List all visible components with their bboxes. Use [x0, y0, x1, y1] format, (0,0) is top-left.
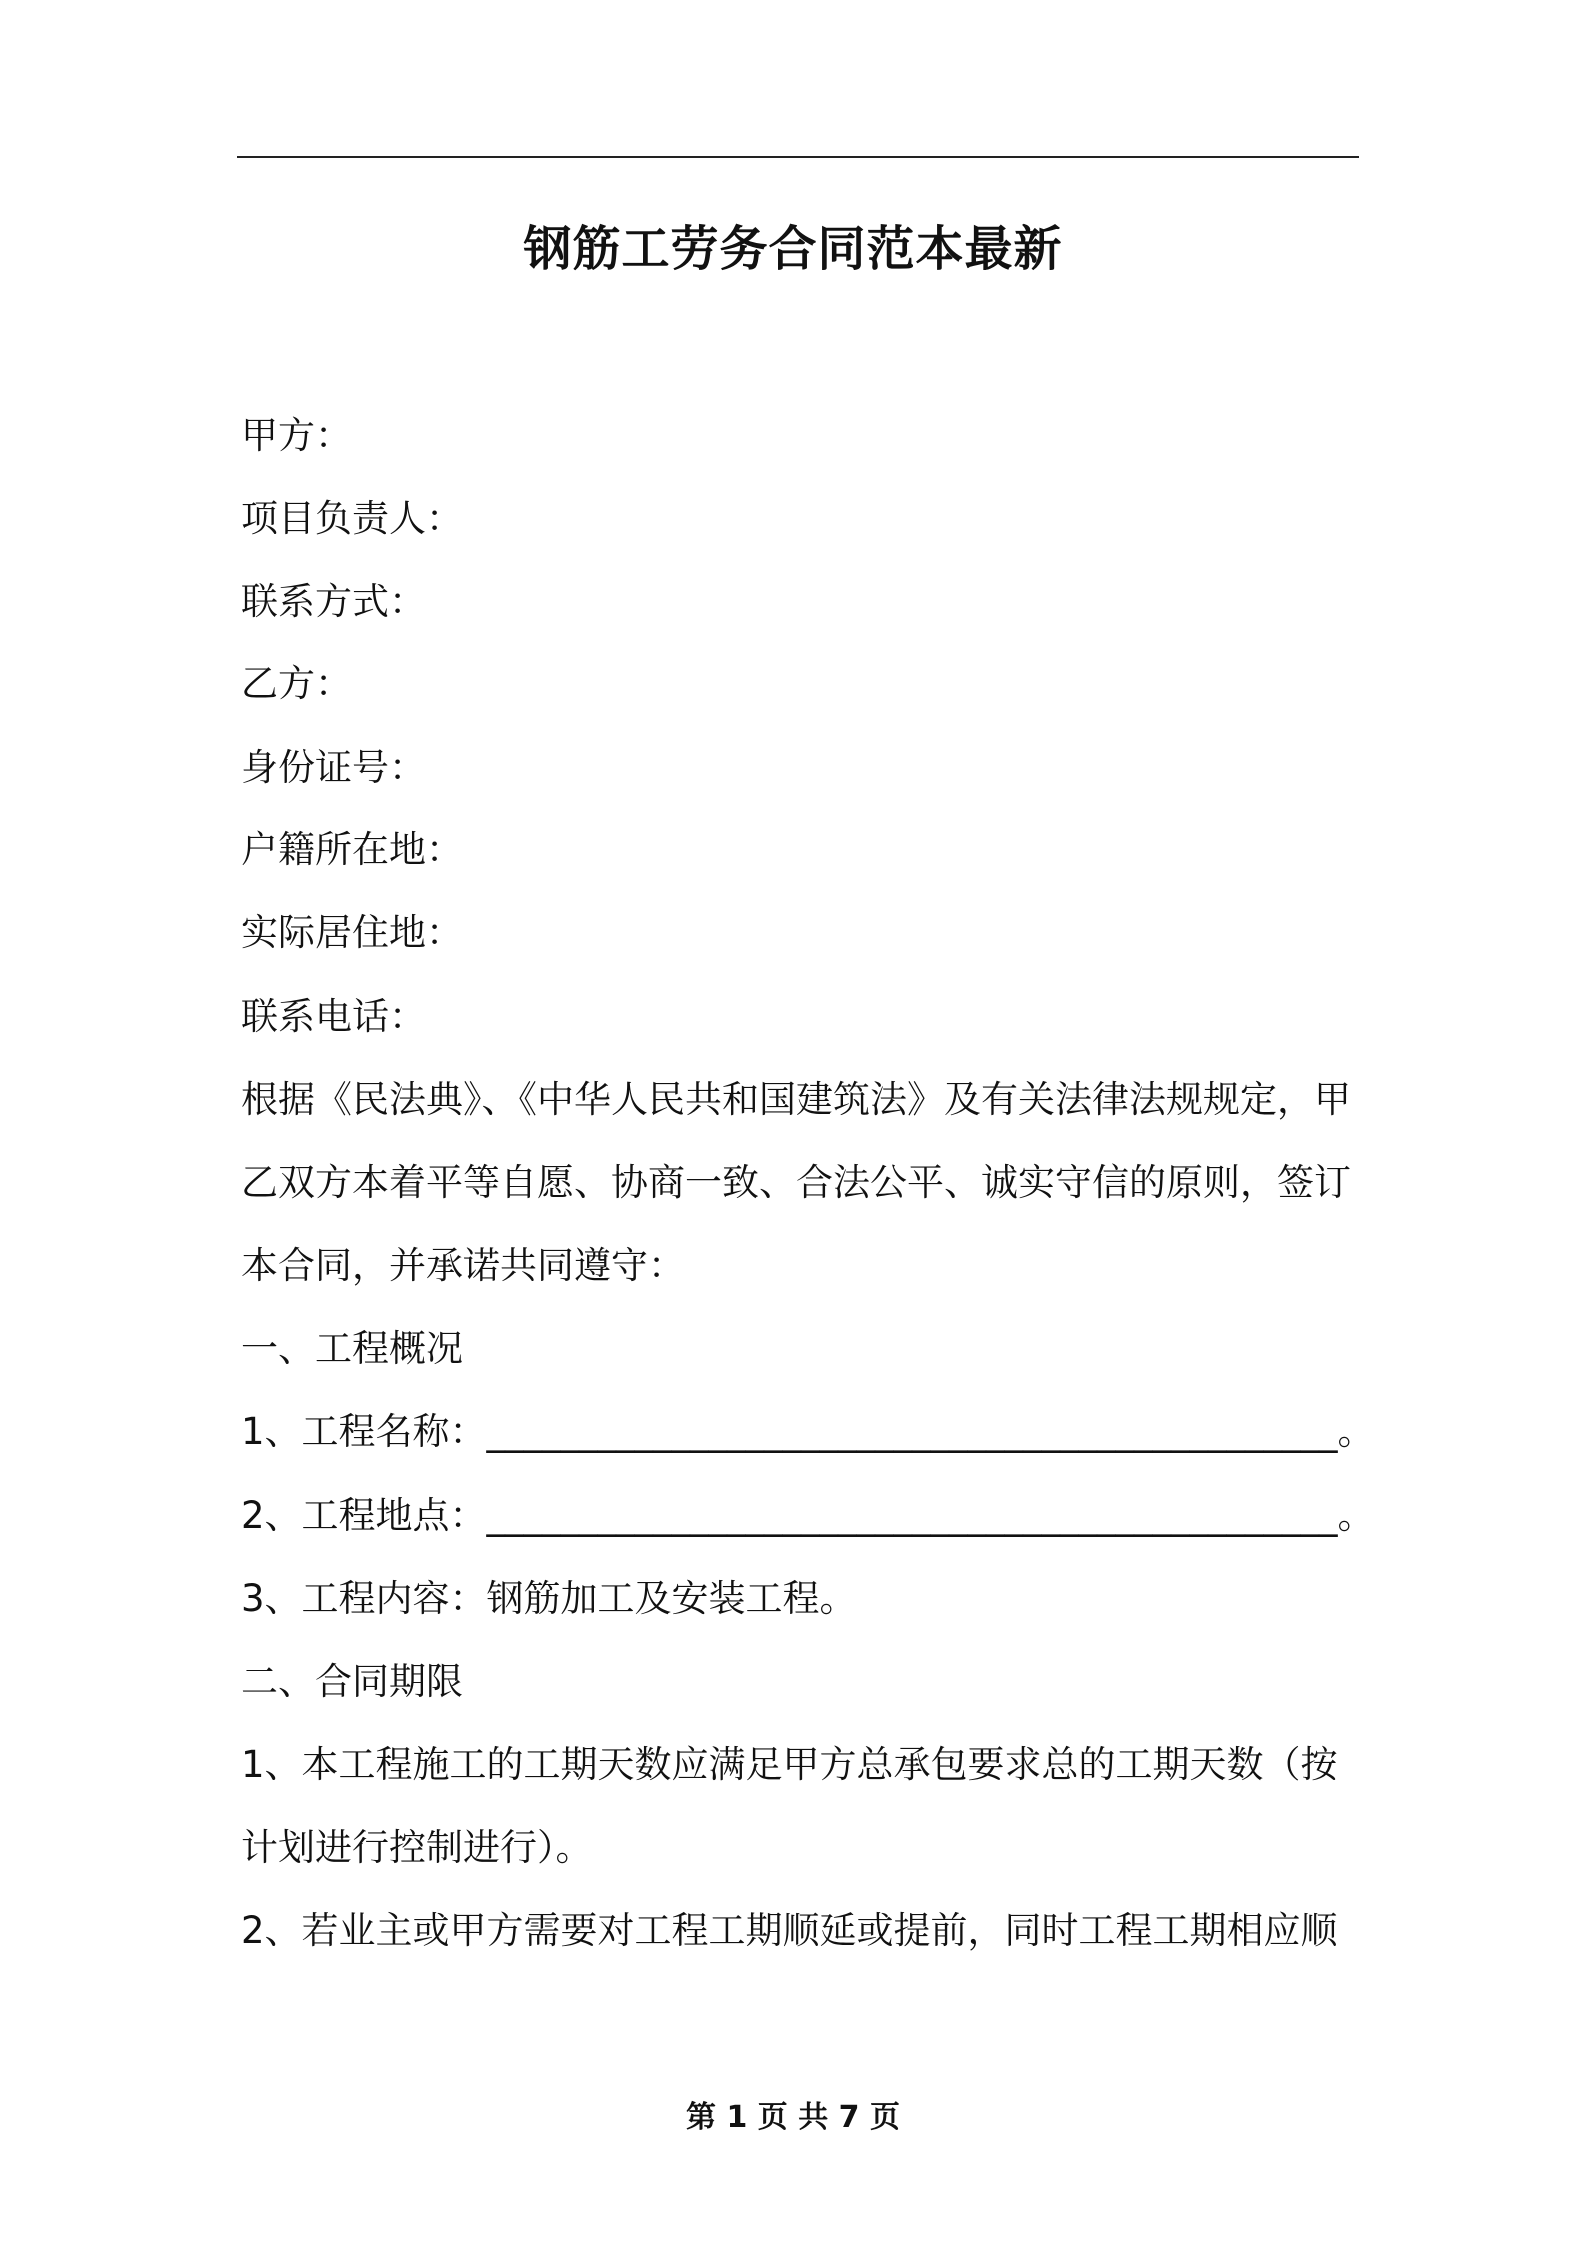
term-clause-1-line-1: 1、本工程施工的工期天数应满足甲方总承包要求总的工期天数（按 [241, 1743, 1338, 1786]
document-title: 钢筋工劳务合同范本最新 [523, 221, 1063, 277]
page-number: 第 1 页 共 7 页 [686, 2100, 900, 2135]
id-number-label: 身份证号： [241, 746, 426, 789]
term-clause-2-line-1: 2、若业主或甲方需要对工程工期顺延或提前，同时工程工期相应顺 [241, 1909, 1338, 1952]
contact-phone-label: 联系电话： [241, 995, 426, 1038]
preamble-line-1: 根据《民法典》、《中华人民共和国建筑法》及有关法律法规规定，甲 [241, 1078, 1351, 1121]
header-rule [237, 156, 1359, 158]
project-manager-label: 项目负责人： [241, 497, 463, 540]
actual-residence-label: 实际居住地： [241, 911, 463, 954]
preamble-line-2: 乙双方本着平等自愿、协商一致、合法公平、诚实守信的原则，签订 [241, 1161, 1351, 1204]
party-b-label: 乙方： [241, 662, 352, 705]
contact-method-label: 联系方式： [241, 580, 426, 623]
household-registration-label: 户籍所在地： [241, 828, 463, 871]
preamble-line-3: 本合同，并承诺共同遵守： [241, 1244, 685, 1287]
project-content-line: 3、工程内容：钢筋加工及安装工程。 [241, 1577, 857, 1620]
section-1-heading: 一、工程概况 [241, 1327, 463, 1370]
project-location-line: 2、工程地点：______________________________________________。 [241, 1494, 1375, 1537]
project-name-line: 1、工程名称：______________________________________________。 [241, 1410, 1375, 1453]
party-a-label: 甲方： [241, 414, 352, 457]
term-clause-1-line-2: 计划进行控制进行）。 [241, 1826, 593, 1869]
section-2-heading: 二、合同期限 [241, 1660, 463, 1703]
